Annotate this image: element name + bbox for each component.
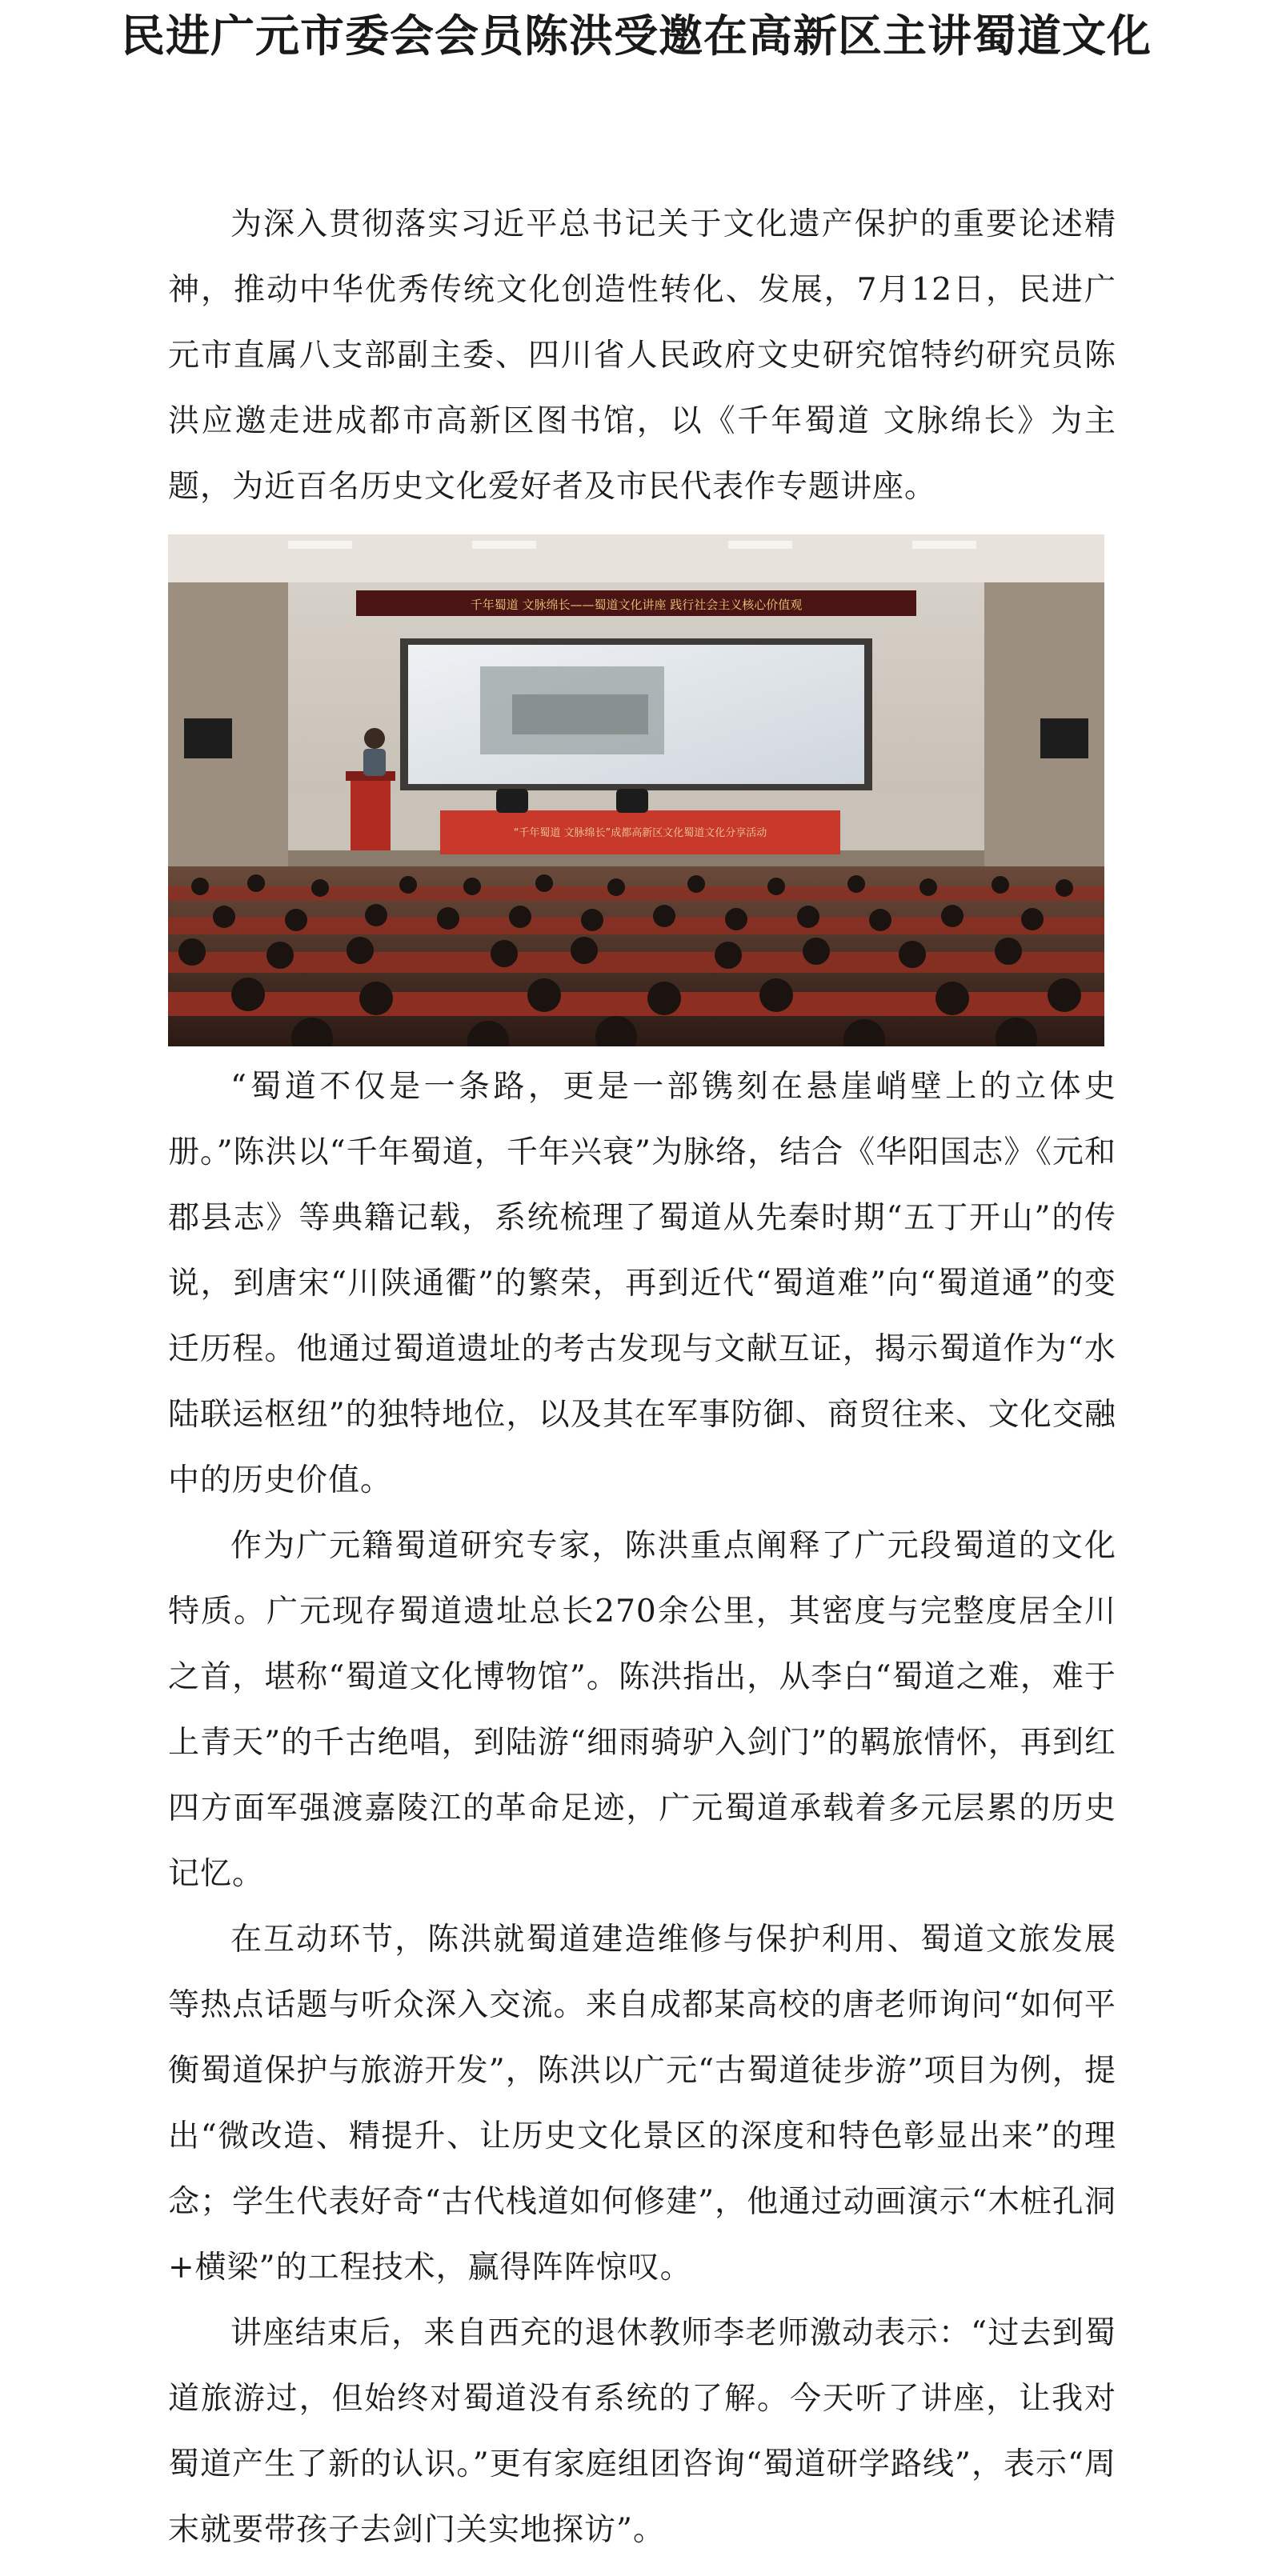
paragraph-guangyuan: 作为广元籍蜀道研究专家，陈洪重点阐释了广元段蜀道的文化特质。广元现存蜀道遗址总长270余公里，其密度与完整度居全川之首，堪称“蜀道文化博物馆”。陈洪指出，从李白“蜀道之难，难于上青天”的千古绝唱，到陆游“细雨骑驴入剑门”的羁旅情怀，再到红四方面军强渡嘉陵江的革命足迹，广元蜀道承载着多元层累的历史记忆。	[168, 1528, 1116, 1892]
photo-banner-text: 千年蜀道 文脉绵长——蜀道文化讲座 践行社会主义核心价值观	[470, 598, 803, 612]
photo-table-text: “千年蜀道 文脉绵长”成都高新区文化蜀道文化分享活动	[513, 827, 767, 839]
lecture-photo	[168, 534, 1104, 1046]
paragraph-history: “蜀道不仅是一条路，更是一部镌刻在悬崖峭壁上的立体史册。”陈洪以“千年蜀道，千年兴衰”为脉络，结合《华阳国志》《元和郡县志》等典籍记载，系统梳理了蜀道从先秦时期“五丁开山”的传说，到唐宋“川陕通衢”的繁荣，再到近代“蜀道难”向“蜀道通”的变迁历程。他通过蜀道遗址的考古发现与文献互证，揭示蜀道作为“水陆联运枢纽”的独特地位，以及其在军事防御、商贸往来、文化交融中的历史价值。	[168, 1069, 1116, 1498]
paragraph-interaction: 在互动环节，陈洪就蜀道建造维修与保护利用、蜀道文旅发展等热点话题与听众深入交流。来自成都某高校的唐老师询问“如何平衡蜀道保护与旅游开发”，陈洪以广元“古蜀道徒步游”项目为例，提出“微改造、精提升、让历史文化景区的深度和特色彰显出来”的理念；学生代表好奇“古代栈道如何修建”，他通过动画演示“木桩孔洞+横梁”的工程技术，赢得阵阵惊叹。	[168, 1922, 1116, 2286]
article-title: 民进广元市委会会员陈洪受邀在高新区主讲蜀道文化	[120, 10, 1152, 62]
paragraph-intro: 为深入贯彻落实习近平总书记关于文化遗产保护的重要论述精神，推动中华优秀传统文化创造性转化、发展，7月12日，民进广元市直属八支部副主委、四川省人民政府文史研究馆特约研究员陈洪应邀走进成都市高新区图书馆，以《千年蜀道 文脉绵长》为主题，为近百名历史文化爱好者及市民代表作专题讲座。	[168, 206, 1116, 505]
paragraph-feedback: 讲座结束后，来自西充的退休教师李老师激动表示：“过去到蜀道旅游过，但始终对蜀道没有系统的了解。今天听了讲座，让我对蜀道产生了新的认识。”更有家庭组团咨询“蜀道研学路线”，表示“周末就要带孩子去剑门关实地探访”。	[168, 2315, 1116, 2548]
